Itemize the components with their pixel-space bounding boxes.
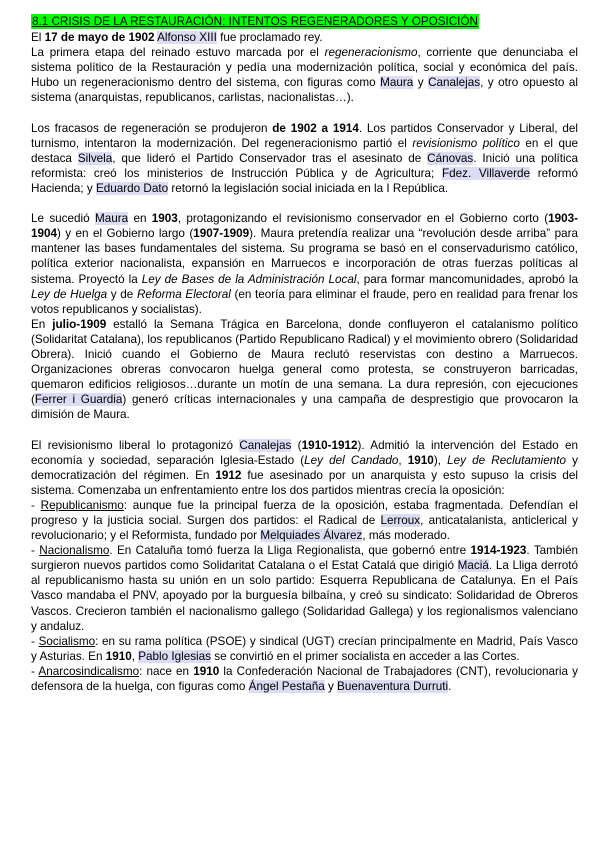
- highlight-alfonso-xiii: Alfonso XIII: [157, 31, 217, 44]
- highlight-silvela: Silvela: [77, 151, 113, 165]
- highlight-canalejas: Canalejas: [239, 438, 292, 452]
- highlight-maura: Maura: [380, 76, 414, 90]
- spacer: [31, 422, 578, 437]
- highlight-pablo-iglesias: Pablo Iglesias: [138, 649, 211, 663]
- list-item-socialismo: - Socialismo: en su rama política (PSOE) y sindical (UGT) crecían principalmente en Madrid, País Vasco y Asturias. En 1910, Pablo Iglesias se convirtió en el primer socialista en acceder a las Cortes.: [31, 634, 578, 663]
- highlight-ferrer-i-guardia: Ferrer i Guardia: [34, 393, 123, 407]
- highlight-macia: Maciá: [457, 559, 489, 573]
- highlight-canalejas: Canalejas: [428, 76, 481, 90]
- section-title: 8.1 CRISIS DE LA RESTAURACIÓN: INTENTOS REGENERADORES Y OPOSICIÓN: [32, 15, 478, 28]
- highlight-eduardo-dato: Eduardo Dato: [95, 181, 169, 195]
- highlight-villaverde: Fdez. Villaverde: [441, 166, 531, 180]
- highlight-melquiades-alvarez: Melquiades Álvarez: [260, 529, 363, 543]
- highlight-lerroux: Lerroux: [380, 514, 421, 527]
- highlight-angel-pestana: Ángel Pestaña: [248, 680, 325, 694]
- highlight-canovas: Cánovas: [427, 151, 474, 165]
- paragraph-regeneracionismo: La primera etapa del reinado estuvo marcada por el regeneracionismo, corriente que denunciaba el sistema político de la Restauración y pedía una modernización política, social y económica del país. Hubo un regeneracionismo dentro del sistema, con figuras como Maura y Canalejas, y otro opuesto al sistema (anarquistas, republicanos, carlistas, nacionalistas…).: [31, 46, 578, 105]
- list-item-anarcosindicalismo: - Anarcosindicalismo: nace en 1910 la Confederación Nacional de Trabajadores (CNT), revolucionaria y defensora de la huelga, con figuras como Ángel Pestaña y Buenaventura Durruti.: [31, 664, 578, 694]
- spacer: [31, 105, 578, 120]
- list-item-republicanismo: - Republicanismo: aunque fue la principal fuerza de la oposición, estaba fragmentada. Defendían el progreso y la justicia social. Surgen dos partidos: el Radical de Lerroux, anticatalanista, anticlerical y revolucionario; y el Reformista, fundado por Melquiades Álvarez, más moderado.: [31, 498, 578, 543]
- paragraph-fracasos: Los fracasos de regeneración se produjeron de 1902 a 1914. Los partidos Conservador y Liberal, del turnismo, intentaron la modernización. Del regeneracionismo partió el revisionismo político en el que destaca Silvela, que lideró el Partido Conservador tras el asesinato de Cánovas. Inició una política reformista: creó los ministerios de Instrucción Pública y de Agricultura; Fdez. Villaverde reformó Hacienda; y Eduardo Dato retornó la legislación social iniciada en la I República.: [31, 121, 579, 195]
- spacer: [31, 196, 578, 211]
- paragraph-maura: Le sucedió Maura en 1903, protagonizando el revisionismo conservador en el Gobierno corto (1903-1904) y en el Gobierno largo (1907-1909). Maura pretendía realizar una “revolución desde arriba” para mantener las bases fundamentales del sistema. Su programa se basó en el conservadurismo católico, política exterior nacionalista, expansión en Marruecos e incorporación de otras fuerzas políticas al sistema. Proyectó la Ley de Bases de la Administración Local, para formar mancomunidades, aprobó la Ley de Huelga y de Reforma Electoral (en teoría para eliminar el fraude, pero en realidad para frenar los votos republicanos y socialistas).: [31, 212, 579, 316]
- list-item-nacionalismo: - Nacionalismo. En Cataluña tomó fuerza la Lliga Regionalista, que gobernó entre 1914-1923. También surgieron nuevos partidos como Solidaritat Catalana o el Estat Catalá que dirigió Maciá. La Lliga derrotó al republicanismo hasta su unión en un solo partido: Esquerra Republicana de Catalunya. En el País Vasco mandaba el PNV, apoyado por la burguesía bilbaína, y creó su sindicato: Solidaridad de Obreros Vascos. Crecieron también el nacionalismo gallego (Solidaridad Gallega) y los regionalismos valenciano y andaluz.: [31, 544, 578, 633]
- paragraph-revisionismo-liberal: El revisionismo liberal lo protagonizó Canalejas (1910-1912). Admitió la intervención del Estado en economía y sociedad, separación Iglesia-Estado (Ley del Candado, 1910), Ley de Reclutamiento y democratización del régimen. En 1912 fue asesinado por un anarquista y esto supuso la crisis del sistema. Comenzaba un enfrentamiento entre los dos partidos mientras crecía la oposición:: [31, 438, 579, 497]
- paragraph-coronation: El 17 de mayo de 1902 Alfonso XIII fue proclamado rey.: [31, 31, 323, 44]
- paragraph-semana-tragica: En julio-1909 estalló la Semana Trágica en Barcelona, donde confluyeron el catalanismo político (Solidaritat Catalana), los republicanos (Partido Republicano Radical) y el movimiento obrero (Solidaridad Obrera). Inició cuando el Gobierno de Maura reclutó reservistas con destino a Marruecos. Organizaciones obreras convocaron huelga general como protesta, se construyeron barricadas, quemaron edificios religiosos…durante un motín de una semana. La dura represión, con ejecuciones (Ferrer i Guardia) generó críticas internacionales y una campaña de desprestigio que provocaron la dimisión de Maura.: [31, 317, 579, 422]
- highlight-durruti: Buenaventura Durruti: [337, 680, 449, 694]
- highlight-maura: Maura: [94, 212, 129, 226]
